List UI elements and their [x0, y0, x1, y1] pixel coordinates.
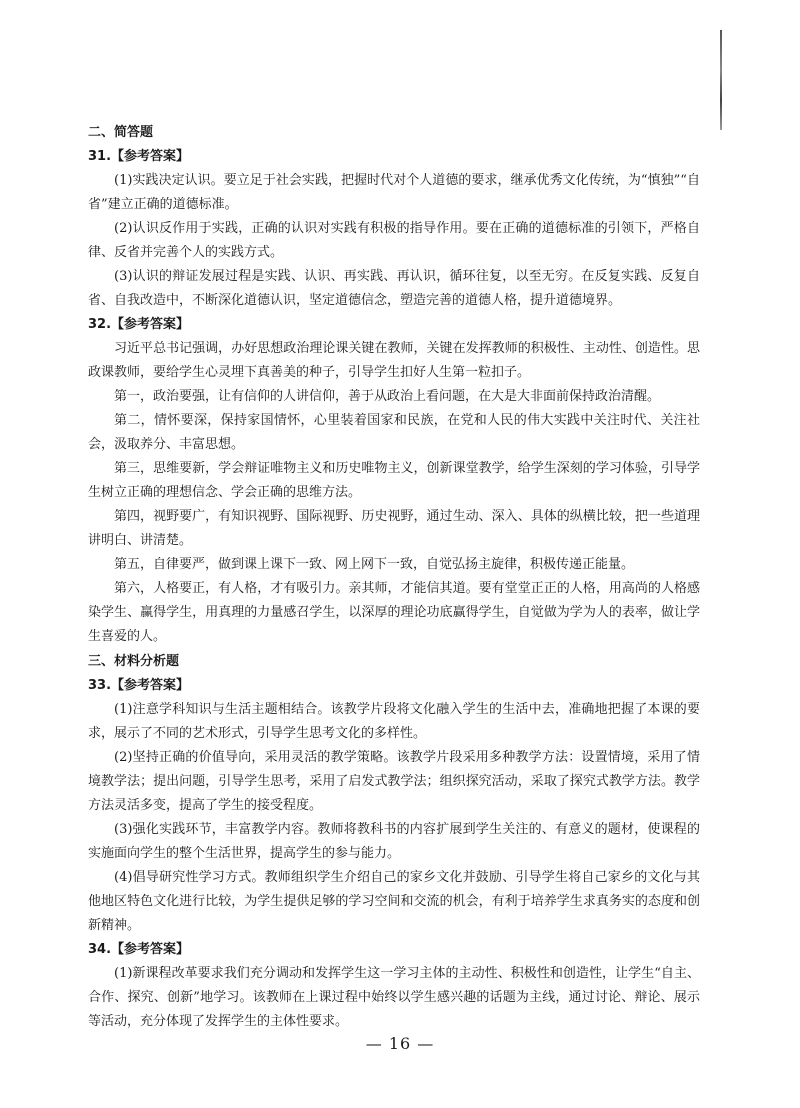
answer-34-title: 34.【参考答案】 — [88, 942, 190, 957]
page-number: — 16 — — [365, 1034, 435, 1053]
answer-33-para-2: (2)坚持正确的价值导向，采用灵活的教学策略。该教学片段采用多种教学方法：设置情境，采用了情境教学法；提出问题，引导学生思考，采用了启发式教学法；组织探究活动，采取了探究式教学方法。教学方法灵活多变，提高了学生的接受程度。 — [88, 750, 700, 813]
answer-31-para-1: (1)实践决定认识。要立足于社会实践，把握时代对个人道德的要求，继承优秀文化传统，为“慎独”“自省”建立正确的道德标准。 — [88, 173, 700, 212]
answer-33-para-3: (3)强化实践环节，丰富教学内容。教师将教科书的内容扩展到学生关注的、有意义的题材，使课程的实施面向学生的整个生活世界，提高学生的参与能力。 — [88, 822, 700, 861]
answer-33-para-4: (4)倡导研究性学习方式。教师组织学生介绍自己的家乡文化并鼓励、引导学生将自己家乡的文化与其他地区特色文化进行比较，为学生提供足够的学习空间和交流的机会，有利于培养学生求真务实的态度和创新精神。 — [88, 870, 700, 933]
section-heading-material-analysis: 三、材料分析题 — [88, 654, 180, 669]
answer-32-point-5: 第五，自律要严，做到课上课下一致、网上网下一致，自觉弘扬主旋律，积极传递正能量。 — [114, 557, 635, 572]
answer-34-para-1: (1)新课程改革要求我们充分调动和发挥学生这一学习主体的主动性、积极性和创造性，让学生“自主、合作、探究、创新”地学习。该教师在上课过程中始终以学生感兴趣的话题为主线，通过讨论、辩论、展示等活动，充分体现了发挥学生的主体性要求。 — [88, 966, 700, 1029]
answer-33-title: 33.【参考答案】 — [88, 678, 190, 693]
section-heading-short-answer: 二、简答题 — [88, 125, 154, 140]
answer-31-para-3: (3)认识的辩证发展过程是实践、认识、再实践、再认识，循环往复，以至无穷。在反复实践、反复自省、自我改造中，不断深化道德认识，坚定道德信念，塑造完善的道德人格，提升道德境界。 — [88, 269, 700, 308]
scan-edge-mark — [720, 30, 722, 130]
answer-33-para-1: (1)注意学科知识与生活主题相结合。该教学片段将文化融入学生的生活中去，准确地把握了本课的要求，展示了不同的艺术形式，引导学生思考文化的多样性。 — [88, 702, 700, 741]
page-content — [88, 120, 700, 1034]
answer-32-point-3: 第三，思维要新，学会辩证唯物主义和历史唯物主义，创新课堂教学，给学生深刻的学习体验，引导学生树立正确的理想信念、学会正确的思维方法。 — [88, 461, 700, 500]
answer-32-title: 32.【参考答案】 — [88, 317, 190, 332]
answer-32-point-1: 第一，政治要强，让有信仰的人讲信仰，善于从政治上看问题，在大是大非面前保持政治清醒。 — [114, 389, 661, 404]
answer-32-point-4: 第四，视野要广，有知识视野、国际视野、历史视野，通过生动、深入、具体的纵横比较，把一些道理讲明白、讲清楚。 — [88, 509, 700, 548]
answer-32-intro: 习近平总书记强调，办好思想政治理论课关键在教师，关键在发挥教师的积极性、主动性、创造性。思政课教师，要给学生心灵埋下真善美的种子，引导学生扣好人生第一粒扣子。 — [88, 341, 700, 380]
answer-31-title: 31.【参考答案】 — [88, 149, 190, 164]
answer-32-point-2: 第二，情怀要深，保持家国情怀，心里装着国家和民族，在党和人民的伟大实践中关注时代、关注社会，汲取养分、丰富思想。 — [88, 413, 700, 452]
answer-32-point-6: 第六，人格要正，有人格，才有吸引力。亲其师，才能信其道。要有堂堂正正的人格，用高尚的人格感染学生、赢得学生，用真理的力量感召学生，以深厚的理论功底赢得学生，自觉做为学为人的表率，做让学生喜爱的人。 — [88, 581, 700, 644]
answer-31-para-2: (2)认识反作用于实践，正确的认识对实践有积极的指导作用。要在正确的道德标准的引领下，严格自律、反省并完善个人的实践方式。 — [88, 221, 700, 260]
